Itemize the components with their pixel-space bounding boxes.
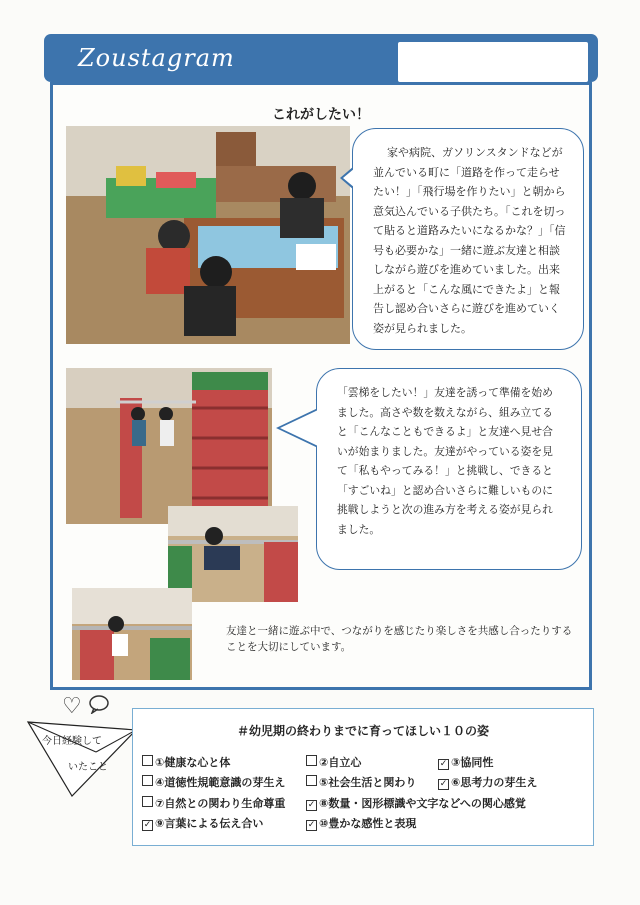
text-line: て貼ると道路みたいになるかな？」「信 <box>373 224 566 237</box>
text-line: 上がると「こんな風にできたよ」と報 <box>373 282 560 296</box>
speech-bubble-town <box>352 128 584 350</box>
text-line: たい！」「飛行場を作りたい」と朝から <box>373 185 566 198</box>
goal-label: ⑧数量・図形標識や文字などへの関心感覚 <box>319 797 526 810</box>
text-line: と「こんなこともできるよ」と友達へ見せ合 <box>337 425 553 438</box>
text-line: 「すごいね」と認め合いさらに難しいものに <box>337 483 553 497</box>
checkbox-icon <box>306 775 317 786</box>
text-line: しながら遊びを進めていました。出来 <box>373 263 560 276</box>
photo-bar-play <box>72 588 192 680</box>
caption-line: 友達と一緒に遊ぶ中で、つながりを感じたり楽しさを共感し合ったりする <box>226 625 573 637</box>
arrow-label-line2: いたこと <box>68 762 108 773</box>
checked-box-icon: ✓ <box>307 820 316 830</box>
text-line: ました。高さや数を数えながら、組み立てる <box>337 405 553 419</box>
text-line: 号も必要かな」一緒に遊ぶ友達と相談 <box>373 243 560 257</box>
header-tab <box>398 42 588 82</box>
text-line: ました。 <box>337 522 381 536</box>
text-line: いが始まりました。友達がやっている姿を見 <box>337 444 553 458</box>
goals-title: ＃幼児期の終わりまでに育ってほしい１０の姿 <box>236 724 489 738</box>
goal-item <box>438 774 537 790</box>
goal-label: ⑨言葉による伝え合い <box>155 817 264 830</box>
checked-box-icon: ✓ <box>439 779 448 789</box>
caption-line: ことを大切にしています。 <box>226 641 352 653</box>
goal-label: ②自立心 <box>319 756 362 769</box>
text-line: 「雲梯をしたい！」友達を誘って準備を始め <box>337 386 553 399</box>
checked-box-icon: ✓ <box>143 820 152 830</box>
photo-town-play <box>66 126 350 344</box>
goal-item <box>142 795 285 811</box>
goal-item <box>438 754 493 770</box>
goal-item <box>306 815 416 831</box>
checkbox-icon <box>142 775 153 786</box>
arrow-label-line1: 今日経験して <box>42 736 102 747</box>
goal-label: ⑤社会生活と関わり <box>319 776 417 789</box>
logo: Zoustagram <box>78 44 235 72</box>
goal-label: ⑥思考力の芽生え <box>451 776 538 789</box>
goal-item <box>142 754 230 770</box>
text-line: 並んでいる町に「道路を作って走らせ <box>373 165 560 179</box>
goal-item <box>306 774 416 790</box>
checkbox-icon <box>306 755 317 766</box>
goal-label: ⑦自然との関わり生命尊重 <box>155 797 286 810</box>
text-line: 挑戦しようと次の進み方を考える姿が見られ <box>337 503 553 516</box>
checked-box-icon: ✓ <box>439 759 448 769</box>
caption <box>226 623 576 655</box>
paper-plane-icon <box>26 712 138 802</box>
goal-item <box>306 795 526 811</box>
goal-label: ⑩豊かな感性と表現 <box>319 817 417 830</box>
goal-item <box>306 754 361 770</box>
checkbox-icon <box>142 796 153 807</box>
goal-label: ③協同性 <box>451 756 494 769</box>
bubble-tail-fill <box>343 168 355 188</box>
text-line: 姿が見られました。 <box>373 321 472 335</box>
goal-item <box>142 774 285 790</box>
bubble-tail-fill <box>280 410 318 446</box>
text-line: 意気込んでいる子供たち。「これを切っ <box>373 204 566 218</box>
speech-bubble-monkey-bars <box>316 368 582 570</box>
text-line: て「私もやってみる！」と挑戦し、できると <box>337 464 553 477</box>
photo-monkey-bars <box>66 368 272 524</box>
heart-icon: ♡ <box>62 694 82 719</box>
goal-item <box>142 815 263 831</box>
page-title: これがしたい！ <box>272 107 370 123</box>
text-line: 告し認め合いさらに遊びを進めていく <box>373 302 560 315</box>
checkbox-icon <box>142 755 153 766</box>
goal-label: ①健康な心と体 <box>155 756 231 769</box>
text-line: 家や病院、ガソリンスタンドなどが <box>387 146 563 159</box>
checked-box-icon: ✓ <box>307 800 316 810</box>
goal-label: ④道徳性規範意識の芽生え <box>155 776 286 789</box>
